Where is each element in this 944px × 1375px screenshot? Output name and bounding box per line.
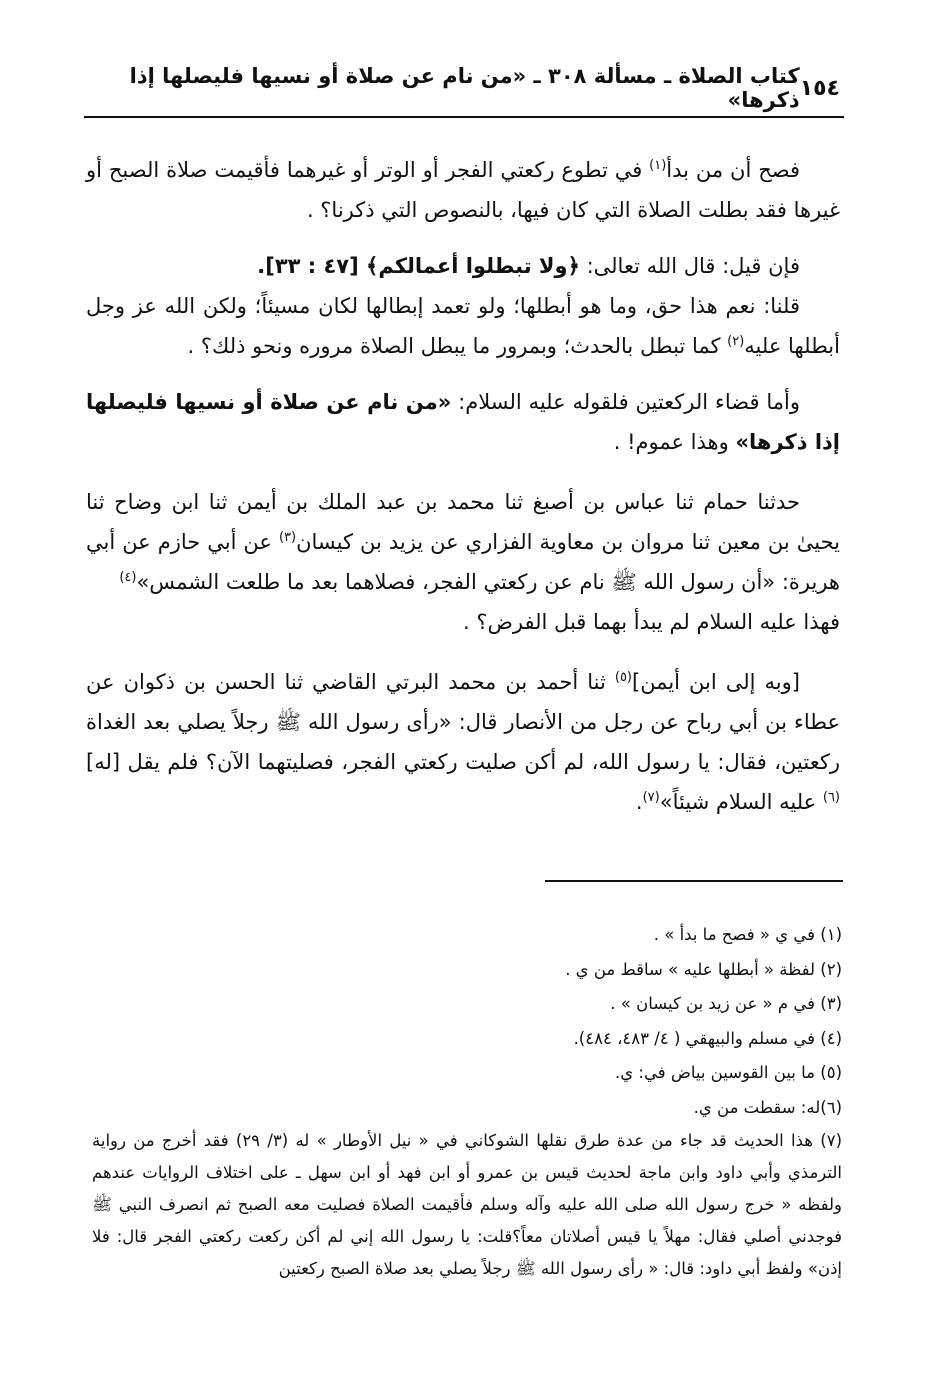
paragraph-1 bbox=[86, 150, 840, 230]
paragraph-text: وأما قضاء الركعتين فلقوله عليه السلام: bbox=[451, 390, 800, 414]
footnote-ref: (٧) bbox=[642, 790, 660, 805]
paragraph-6 bbox=[86, 662, 840, 822]
footnote-4: (٤) في مسلم والبيهقي ( ٤/ ٤٨٣، ٤٨٤). bbox=[573, 1028, 842, 1048]
paragraph-2 bbox=[86, 246, 840, 286]
paragraph-text: في تطوع ركعتي الفجر أو الوتر أو غيرهما فأقيمت صلاة الصبح أو غيرها فقد بطلت الصلاة التي كان فيها، بالنصوص التي ذكرنا؟ . bbox=[86, 158, 840, 222]
paragraph-text: كما تبطل بالحدث؛ وبمرور ما يبطل الصلاة مروره ونحو ذلك؟ . bbox=[187, 334, 728, 358]
footnotes bbox=[92, 918, 842, 1285]
footnote-ref: (٦) bbox=[822, 790, 840, 805]
verse-reference: [٤٧ : ٣٣]. bbox=[257, 254, 367, 278]
paragraph-text: [وبه إلى ابن أيمن] bbox=[632, 670, 800, 694]
paragraph-text: فصح أن من بدأ bbox=[666, 158, 800, 182]
footnote-ref: (١) bbox=[649, 158, 667, 173]
quran-quote: ﴿ولا تبطلوا أعمالكم﴾ bbox=[366, 254, 580, 278]
running-title: كتاب الصلاة ـ مسألة ٣٠٨ ـ «من نام عن صلاة أو نسيها فليصلها إذا ذكرها» bbox=[129, 64, 800, 112]
footnote-6: (٦)له: سقطت من ي. bbox=[693, 1097, 842, 1117]
footnote-ref: (٥) bbox=[614, 670, 632, 685]
main-text bbox=[86, 150, 840, 822]
paragraph-text: فهذا عليه السلام لم يبدأ بهما قبل الفرض؟ . bbox=[463, 610, 840, 634]
footnote-ref: (٤) bbox=[119, 570, 137, 585]
paragraph-3 bbox=[86, 286, 840, 366]
footnote-3: (٣) في م « عن زيد بن كيسان » . bbox=[610, 994, 842, 1013]
paragraph-5 bbox=[86, 482, 840, 602]
header-divider bbox=[84, 116, 844, 118]
paragraph-text: ثنا أحمد بن محمد البرتي القاضي ثنا الحسن بن ذكوان عن عطاء بن أبي رباح عن رجل من الأنصار قال: «رأى رسول الله ﷺ رجلاً يصلي بعد الغداة ركعتين، فقال: يا رسول الله، لم أكن صليت ركعتي الفجر، فصليتهما الآن؟ فلم يقل [له] bbox=[86, 670, 840, 774]
paragraph-text: عليه السلام شيئاً» bbox=[659, 790, 823, 814]
paragraph-4 bbox=[86, 382, 840, 462]
paragraph-text: قلنا: نعم هذا حق، وما هو أبطلها؛ ولو تعمد إبطالها لكان مسيئاً؛ ولكن الله عز وجل أبطلها عليه bbox=[86, 294, 840, 358]
paragraph-text: وهذا عموم! . bbox=[613, 430, 736, 454]
page-number: ١٥٤ bbox=[799, 75, 840, 101]
paragraph-text: حدثنا حمام ثنا عباس بن أصبغ ثنا محمد بن عبد الملك بن أيمن ثنا ابن وضاح ثنا يحيىٰ بن معين ثنا مروان بن معاوية الفزاري عن يزيد بن كيسان bbox=[86, 490, 840, 554]
footnote-2: (٢) لفظة « أبطلها عليه » ساقط من ي . bbox=[565, 959, 842, 979]
footnote-ref: (٣) bbox=[278, 530, 297, 545]
hadith-quote: «من نام عن صلاة أو نسيها فليصلها إذا ذكرها» bbox=[86, 390, 840, 454]
paragraph-text: . bbox=[635, 790, 643, 814]
footnote-7: (٧) هذا الحديث قد جاء من عدة طرق نقلها الشوكاني في « نيل الأوطار » له (٣/ ٢٩) فقد أخرج من رواية الترمذي وأبي داود وابن ماجة لحديث قيس بن عمرو أو ابن فهد أو ابن سهل ـ على اختلاف الروايات عندهم ولفظه « خرج رسول الله صلى الله عليه وآله وسلم فأقيمت الصلاة فصليت معه الصبح ثم انصرف النبي ﷺ فوجدني أصلي فقال: مهلاً يا قيس أصلاتان معاً؟قلت: يا رسول الله إني لم أكن ركعت ركعتي الفجر قال: فلا إذن» ولفظ أبي داود: قال: « رأى رسول الله ﷺ رجلاً يصلي بعد صلاة الصبح ركعتين bbox=[92, 1131, 842, 1278]
footnote-ref: (٢) bbox=[727, 334, 745, 349]
paragraph-text: فإن قيل: قال الله تعالى: bbox=[579, 254, 800, 278]
footnote-5: (٥) ما بين القوسين بياض في: ي. bbox=[615, 1063, 842, 1082]
footnote-divider bbox=[545, 880, 843, 882]
paragraph-5-continued bbox=[86, 602, 840, 642]
paragraph-text: عن أبي حازم عن أبي هريرة: «أن رسول الله ﷺ نام عن ركعتي الفجر، فصلاهما بعد ما طلعت الشمس» bbox=[86, 530, 840, 594]
footnote-1: (١) في ي « فصح ما بدأ » . bbox=[653, 925, 842, 944]
page-header bbox=[88, 64, 840, 112]
